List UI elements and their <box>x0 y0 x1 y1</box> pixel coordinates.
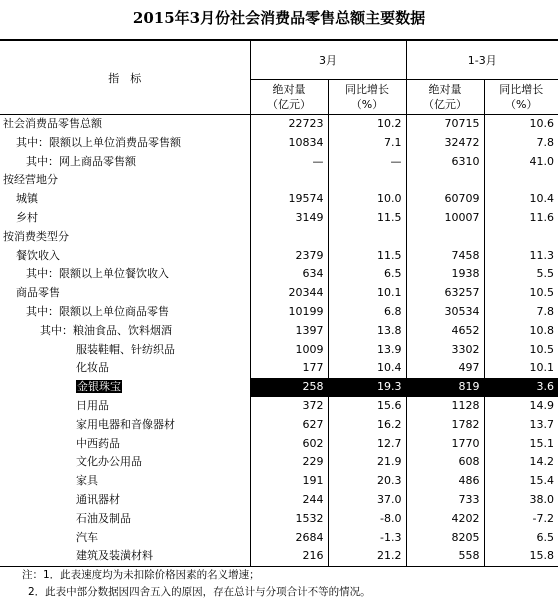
quarter-yoy-growth: 7.8 <box>536 135 554 149</box>
table-row <box>0 359 558 378</box>
quarter-absolute-value: 558 <box>406 547 484 566</box>
table-row <box>0 171 558 190</box>
quarter-absolute-value: 8205 <box>406 529 484 548</box>
month-yoy-growth: 21.2 <box>328 547 406 566</box>
row-label-text: 中西药品 <box>76 436 120 450</box>
table-row <box>0 303 558 322</box>
table-row <box>0 491 558 510</box>
month-absolute-value: 258 <box>250 378 328 397</box>
row-label-text: 商品零售 <box>16 286 60 300</box>
month-absolute-value: 1532 <box>250 510 328 529</box>
quarter-yoy-growth: 5.5 <box>536 267 554 281</box>
quarter-yoy-growth: -7.2 <box>532 511 554 525</box>
table-row <box>0 265 558 284</box>
row-label-text: 其中：网上商品零售额 <box>26 154 136 168</box>
month-yoy-growth <box>328 228 406 247</box>
quarter-yoy-growth: 10.6 <box>529 117 554 130</box>
month-yoy-growth: -1.3 <box>328 529 406 548</box>
header-yoy-line2: （%） <box>505 98 538 111</box>
row-label-text: 乡村 <box>16 210 38 224</box>
month-absolute-value: — <box>250 153 328 172</box>
quarter-absolute-value: 1938 <box>406 265 484 284</box>
quarter-yoy-growth: 10.1 <box>529 361 554 375</box>
row-indicator-label <box>0 529 250 548</box>
table-row <box>0 397 558 416</box>
header-yoy-line2: （%） <box>350 98 384 111</box>
month-yoy-growth: — <box>328 153 406 172</box>
quarter-absolute-value: 63257 <box>406 284 484 303</box>
quarter-absolute-value: 32472 <box>406 134 484 153</box>
header-yoy-month <box>328 80 406 115</box>
row-label-text: 文化办公用品 <box>76 455 142 469</box>
month-yoy-growth: 16.2 <box>328 416 406 435</box>
quarter-absolute-value: 10007 <box>406 209 484 228</box>
month-absolute-value: 229 <box>250 453 328 472</box>
row-indicator-label <box>0 265 250 284</box>
row-indicator-label <box>0 284 250 303</box>
month-yoy-growth: 19.3 <box>328 378 406 397</box>
month-absolute-value: 627 <box>250 416 328 435</box>
row-indicator-label <box>0 472 250 491</box>
month-yoy-growth: 13.8 <box>328 322 406 341</box>
row-label-text: 日用品 <box>76 398 109 412</box>
footnotes <box>0 567 558 601</box>
row-indicator-label <box>0 247 250 266</box>
row-label-text: 其中：粮油食品、饮料烟酒 <box>40 323 172 337</box>
footnote-1: 注：1．此表速度均为未扣除价格因素的名义增速； <box>22 569 260 581</box>
table-row <box>0 472 558 491</box>
month-absolute-value: 191 <box>250 472 328 491</box>
row-label-text: 通讯器材 <box>76 492 120 506</box>
table-row <box>0 416 558 435</box>
quarter-absolute-value: 6310 <box>406 153 484 172</box>
month-absolute-value: 20344 <box>250 284 328 303</box>
month-absolute-value: 2684 <box>250 529 328 548</box>
quarter-yoy-growth: 10.8 <box>529 323 554 337</box>
table-row <box>0 435 558 454</box>
quarter-yoy-growth: 14.2 <box>529 455 554 469</box>
header-yoy-line1: 同比增长 <box>499 83 544 96</box>
month-yoy-growth: -8.0 <box>328 510 406 529</box>
table-header <box>0 40 558 115</box>
month-absolute-value: 19574 <box>250 190 328 209</box>
month-absolute-value: 372 <box>250 397 328 416</box>
row-indicator-label <box>0 303 250 322</box>
table-row <box>0 453 558 472</box>
row-label-text: 石油及制品 <box>76 511 131 525</box>
table-row <box>0 153 558 172</box>
header-indicator: 指 标 <box>0 40 250 115</box>
header-abs-quarter <box>406 80 484 115</box>
month-yoy-growth: 10.2 <box>328 115 406 134</box>
footnote-2: 2．此表中部分数据因四舍五入的原因，存在总计与分项合计不等的情况。 <box>28 586 371 598</box>
header-abs-line2: （亿元） <box>267 98 311 111</box>
month-yoy-growth: 37.0 <box>328 491 406 510</box>
table-row <box>0 529 558 548</box>
row-label-text: 家用电器和音像器材 <box>76 417 175 431</box>
header-abs-month <box>250 80 328 115</box>
quarter-absolute-value: 1782 <box>406 416 484 435</box>
quarter-yoy-growth: 11.3 <box>529 248 554 262</box>
month-absolute-value: 3149 <box>250 209 328 228</box>
quarter-absolute-value: 819 <box>406 378 484 397</box>
quarter-absolute-value: 486 <box>406 472 484 491</box>
row-label-text: 按消费类型分 <box>3 229 69 243</box>
quarter-absolute-value: 70715 <box>406 115 484 134</box>
row-indicator-label <box>0 397 250 416</box>
row-indicator-label <box>0 171 250 190</box>
quarter-yoy-growth: 10.5 <box>529 342 554 356</box>
quarter-yoy-growth: 13.7 <box>529 417 554 431</box>
month-absolute-value <box>250 171 328 190</box>
month-yoy-growth: 13.9 <box>328 341 406 360</box>
month-yoy-growth: 15.6 <box>328 397 406 416</box>
table-row <box>0 510 558 529</box>
row-indicator-label <box>0 416 250 435</box>
header-period-quarter: 1-3月 <box>406 40 558 80</box>
table-row <box>0 115 558 134</box>
row-indicator-label <box>0 359 250 378</box>
row-indicator-label <box>0 134 250 153</box>
row-label-text: 化妆品 <box>76 361 109 375</box>
row-indicator-label <box>0 115 250 134</box>
month-absolute-value: 10834 <box>250 134 328 153</box>
page-title: 2015年3月份社会消费品零售总额主要数据 <box>132 9 426 27</box>
month-absolute-value: 216 <box>250 547 328 566</box>
month-absolute-value: 634 <box>250 265 328 284</box>
quarter-yoy-growth <box>484 171 558 190</box>
quarter-yoy-growth: 11.6 <box>529 210 554 224</box>
quarter-yoy-growth: 14.9 <box>529 398 554 412</box>
quarter-yoy-growth: 15.4 <box>529 474 554 488</box>
table-row <box>0 190 558 209</box>
row-indicator-label <box>0 190 250 209</box>
quarter-yoy-growth: 15.8 <box>529 549 554 563</box>
quarter-absolute-value: 60709 <box>406 190 484 209</box>
header-abs-line2: （亿元） <box>423 98 467 111</box>
table-row <box>0 134 558 153</box>
quarter-absolute-value: 3302 <box>406 341 484 360</box>
month-absolute-value: 602 <box>250 435 328 454</box>
row-indicator-label <box>0 453 250 472</box>
month-absolute-value: 10199 <box>250 303 328 322</box>
month-yoy-growth: 10.4 <box>328 359 406 378</box>
row-indicator-label <box>0 341 250 360</box>
header-period-month: 3月 <box>250 40 406 80</box>
table-row <box>0 341 558 360</box>
quarter-yoy-growth: 10.4 <box>529 192 554 206</box>
quarter-absolute-value <box>406 171 484 190</box>
quarter-yoy-growth: 6.5 <box>536 530 554 544</box>
month-yoy-growth: 21.9 <box>328 453 406 472</box>
table-row <box>0 247 558 266</box>
month-absolute-value: 177 <box>250 359 328 378</box>
quarter-yoy-growth: 7.8 <box>536 304 554 318</box>
month-absolute-value: 1009 <box>250 341 328 360</box>
table-row <box>0 378 558 397</box>
row-indicator-label <box>0 228 250 247</box>
row-label-text: 家具 <box>76 474 98 488</box>
month-yoy-growth: 7.1 <box>328 134 406 153</box>
table-row <box>0 547 558 566</box>
row-label-text: 服装鞋帽、针纺织品 <box>76 342 175 356</box>
quarter-yoy-growth: 10.5 <box>529 286 554 300</box>
row-label-text: 金银珠宝 <box>77 380 121 394</box>
month-yoy-growth: 10.0 <box>328 190 406 209</box>
month-yoy-growth: 11.5 <box>328 209 406 228</box>
table-row <box>0 209 558 228</box>
quarter-absolute-value: 4202 <box>406 510 484 529</box>
row-label-text: 建筑及装潢材料 <box>76 549 153 563</box>
month-yoy-growth: 6.8 <box>328 303 406 322</box>
quarter-absolute-value: 497 <box>406 359 484 378</box>
header-yoy-line1: 同比增长 <box>345 83 389 96</box>
quarter-yoy-growth: 3.6 <box>484 378 558 397</box>
row-indicator-label <box>0 547 250 566</box>
row-label-text: 餐饮收入 <box>16 248 60 262</box>
month-yoy-growth: 20.3 <box>328 472 406 491</box>
month-yoy-growth <box>328 171 406 190</box>
quarter-yoy-growth: 41.0 <box>529 154 554 168</box>
quarter-absolute-value: 733 <box>406 491 484 510</box>
quarter-absolute-value: 1128 <box>406 397 484 416</box>
month-absolute-value <box>250 228 328 247</box>
month-yoy-growth: 6.5 <box>328 265 406 284</box>
header-yoy-quarter <box>484 80 558 115</box>
row-label-text: 其中：限额以上单位商品零售 <box>26 304 169 318</box>
quarter-absolute-value: 4652 <box>406 322 484 341</box>
row-indicator-label <box>0 209 250 228</box>
table-row <box>0 322 558 341</box>
row-label-text: 汽车 <box>76 530 98 544</box>
quarter-yoy-growth <box>484 228 558 247</box>
month-yoy-growth: 10.1 <box>328 284 406 303</box>
quarter-yoy-growth: 15.1 <box>529 436 554 450</box>
row-indicator-label <box>0 153 250 172</box>
quarter-absolute-value: 7458 <box>406 247 484 266</box>
row-indicator-label <box>0 435 250 454</box>
table-body <box>0 115 558 567</box>
row-indicator-label <box>0 510 250 529</box>
row-label-text: 城镇 <box>16 192 38 206</box>
header-abs-line1: 绝对量 <box>428 83 462 96</box>
quarter-absolute-value: 1770 <box>406 435 484 454</box>
row-indicator-label <box>0 322 250 341</box>
row-label-text: 其中：限额以上单位餐饮收入 <box>26 267 169 281</box>
quarter-absolute-value: 608 <box>406 453 484 472</box>
table-row <box>0 284 558 303</box>
month-yoy-growth: 12.7 <box>328 435 406 454</box>
month-absolute-value: 1397 <box>250 322 328 341</box>
month-yoy-growth: 11.5 <box>328 247 406 266</box>
quarter-absolute-value <box>406 228 484 247</box>
table-row <box>0 228 558 247</box>
row-label-text: 其中：限额以上单位消费品零售额 <box>16 135 181 149</box>
row-label-text: 社会消费品零售总额 <box>3 117 102 130</box>
header-abs-line1: 绝对量 <box>272 83 306 96</box>
month-absolute-value: 22723 <box>250 115 328 134</box>
month-absolute-value: 2379 <box>250 247 328 266</box>
month-absolute-value: 244 <box>250 491 328 510</box>
data-table <box>0 39 558 567</box>
quarter-yoy-growth: 38.0 <box>529 492 554 506</box>
row-indicator-label <box>0 378 250 397</box>
quarter-absolute-value: 30534 <box>406 303 484 322</box>
row-indicator-label <box>0 491 250 510</box>
row-label-text: 按经营地分 <box>3 173 58 187</box>
